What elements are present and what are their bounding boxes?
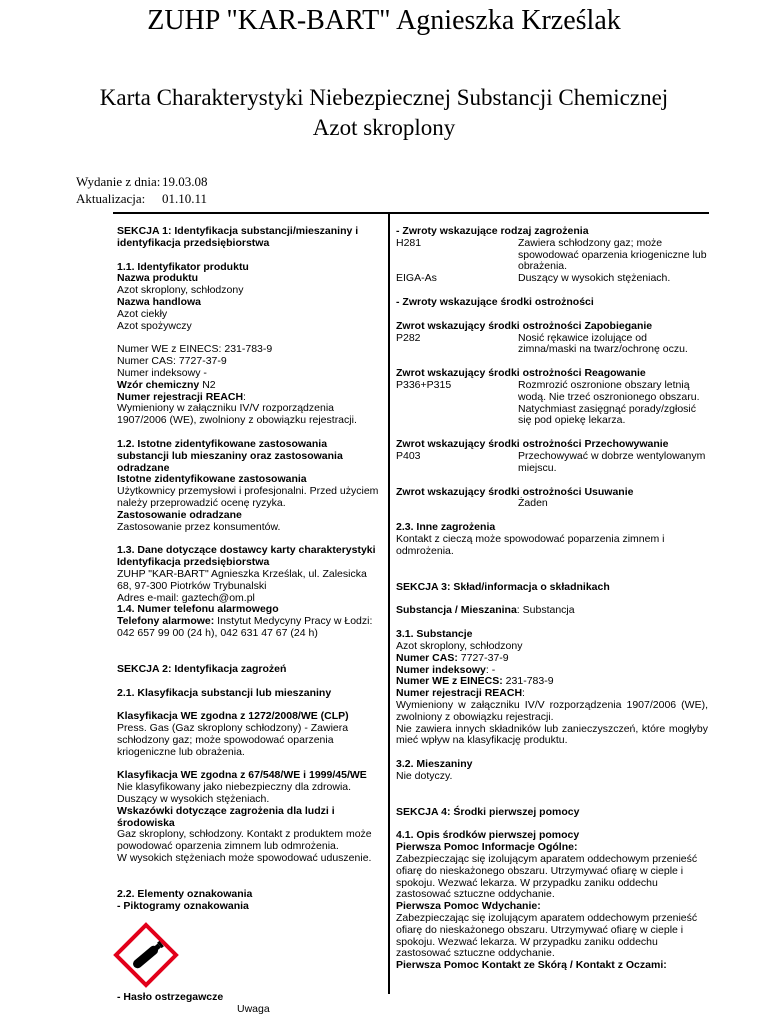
signal-word-row <box>117 992 379 1016</box>
email: Adres e-mail: gaztech@om.pl <box>117 591 255 604</box>
signal-word: Uwaga <box>237 1003 270 1016</box>
h281-text: Zawiera schłodzony gaz; może spowodować oparzenia kriogeniczne lub obrażenia. <box>518 236 707 273</box>
subsection-1-1-title: 1.1. Identyfikator produktu <box>117 260 249 273</box>
first-aid-general-label: Pierwsza Pomoc Informacje Ogólne: <box>396 841 578 854</box>
uses-label: Istotne zidentyfikowane zastosowania <box>117 473 307 486</box>
trade-name-label: Nazwa handlowa <box>117 295 202 308</box>
substance-name: Azot skroplony, schłodzony <box>396 639 523 652</box>
index-value: : - <box>485 663 496 676</box>
hazard-hint-text: Gaz skroplony, schłodzony. Kontakt z produktem może powodować oparzenia zimnem lub odmrożenia. <box>117 828 372 853</box>
p336-text: Rozmrozić oszronione obszary letnią wodą. Nie trzeć oszronionego obszaru. Natychmiast zasięgnąć porady/zgłosić się pod opiekę lekarza. <box>518 378 700 427</box>
cas-value: 7727-37-9 <box>457 651 509 664</box>
supplier-label: Identyfikacja przedsiębiorstwa <box>117 556 270 569</box>
signal-word-label: - Hasło ostrzegawcze <box>117 991 224 1004</box>
reach-label-right: Numer rejestracji REACH <box>396 687 523 700</box>
product-name: Azot skroplony, schłodzony <box>117 284 244 297</box>
subsection-1-3-title: 1.3. Dane dotyczące dostawcy karty charakterystyki <box>117 544 376 557</box>
emergency-label: Telefony alarmowe: <box>117 615 215 628</box>
subsection-3-2-text: Nie dotyczy. <box>396 769 453 782</box>
pictograms-label: - Piktogramy oznakowania <box>117 899 249 912</box>
document-subtitle: Azot skroplony <box>312 115 456 140</box>
formula-value: N2 <box>199 378 216 391</box>
update-date: 01.10.11 <box>162 191 208 206</box>
reach-text: Wymieniony w załączniku IV/V rozporządzenia 1907/2006 (WE), zwolniony z obowiązku rejestracji. <box>117 402 357 427</box>
prevention-title: Zwrot wskazujący środki ostrożności Zapobieganie <box>396 319 653 332</box>
section-2-title: SEKCJA 2: Identyfikacja zagrożeń <box>117 662 287 675</box>
clp-text: Press. Gas (Gaz skroplony schłodzony) - Zawiera schłodzony gaz; może spowodować oparzenia kriogeniczne lub obrażenia. <box>117 722 349 758</box>
header-rule <box>113 212 709 214</box>
subsection-1-2-title: 1.2. Istotne zidentyfikowane zastosowania substancji lub mieszaniny oraz zastosowania odradzane <box>117 437 343 474</box>
subsection-2-1-title: 2.1. Klasyfikacja substancji lub mieszaniny <box>117 686 332 699</box>
precaution-statements-title: - Zwroty wskazujące środki ostrożności <box>396 295 594 308</box>
hazard-hint-label: Wskazówki dotyczące zagrożenia dla ludzi i środowiska <box>117 804 335 829</box>
subsection-1-4-title: 1.4. Numer telefonu alarmowego <box>117 603 279 616</box>
subsection-2-2-title: 2.2. Elementy oznakowania <box>117 887 253 900</box>
p403-row <box>396 451 708 475</box>
substance-line <box>396 605 708 617</box>
p282-text: Nosić rękawice izolujące od zimna/maski na twarz/ochronę oczu. <box>518 331 688 356</box>
first-aid-contact-label: Pierwsza Pomoc Kontakt ze Skórą / Kontakt z Oczami: <box>396 959 667 972</box>
section-3-title: SEKCJA 3: Skład/informacja o składnikach <box>396 580 610 593</box>
p403-text: Przechowywać w dobrze wentylowanym miejscu. <box>518 449 706 474</box>
reach-text-right: Wymieniony w załączniku IV/V rozporządzenia 1907/2006 (WE), zwolniony z obowiązku rejestracji. <box>396 698 708 723</box>
update-date-label: Aktualizacja: <box>76 191 146 206</box>
reach-colon-right: : <box>522 687 525 700</box>
eiga-text: Duszący w wysokich stężeniach. <box>518 272 671 285</box>
company-name: ZUHP "KAR-BART" Agnieszka Krześlak <box>147 5 621 36</box>
ec-value: 231-783-9 <box>502 675 554 688</box>
response-title: Zwrot wskazujący środki ostrożności Reagowanie <box>396 367 646 380</box>
first-aid-general-text: Zabezpieczając się izolującym aparatem oddechowym przenieść ofiarę do nieskażonego obszaru. Utrzymywać ofiarę w cieple i spokoju. Wezwać lekarza. W przypadku zaniku oddechu zastosować sztuczne oddychanie. <box>396 853 698 901</box>
issue-date-line <box>76 174 208 190</box>
dsd-line-1: Nie klasyfikowany jako niebezpieczny dla zdrowia. <box>117 781 352 794</box>
gas-cylinder-icon <box>113 922 179 988</box>
eiga-row <box>396 273 708 285</box>
emergency-line <box>117 616 379 640</box>
right-column <box>396 226 708 972</box>
index-label: Numer indeksowy <box>396 663 486 676</box>
disposal-title: Zwrot wskazujący środki ostrożności Usuwanie <box>396 485 634 498</box>
supplier-text: ZUHP "KAR-BART" Agnieszka Krześlak, ul. Zalesicka 68, 97-300 Piotrków Trybunalski <box>117 567 367 592</box>
uses-text: Użytkownicy przemysłowi i profesjonalni. Przed użyciem należy przeprowadzić ocenę ryzyka. <box>117 485 379 509</box>
trade-name-2: Azot spożywczy <box>117 319 192 332</box>
product-name-label: Nazwa produktu <box>117 272 199 285</box>
update-date-line <box>76 191 207 207</box>
subsection-3-1-title: 3.1. Substancje <box>396 628 473 641</box>
column-divider <box>388 214 390 994</box>
reach-colon: : <box>243 390 246 403</box>
hazard-statements-title: - Zwroty wskazujące rodzaj zagrożenia <box>396 225 589 237</box>
advised-against-label: Zastosowanie odradzane <box>117 508 242 521</box>
disposal-text: Żaden <box>518 497 548 510</box>
ec-label: Numer WE z EINECS: <box>396 675 503 688</box>
issue-date: 19.03.08 <box>162 174 208 189</box>
trade-name-1: Azot ciekły <box>117 307 168 320</box>
first-aid-inhalation-label: Pierwsza Pomoc Wdychanie: <box>396 900 541 913</box>
index-number: Numer indeksowy - <box>117 366 207 379</box>
p282-code: P282 <box>396 331 421 344</box>
left-column <box>117 226 379 1016</box>
substance-value: : Substancja <box>516 604 575 617</box>
disposal-row <box>396 498 708 510</box>
no-impurities-text: Nie zawiera innych składników lub zanieczyszczeń, które mogłyby mieć wpływ na klasyfikację produktu. <box>396 722 708 747</box>
advised-against-text: Zastosowanie przez konsumentów. <box>117 520 281 533</box>
subsection-3-2-title: 3.2. Mieszaniny <box>396 758 473 771</box>
emergency-text: Instytut Medycyny Pracy w Łodzi: 042 657 99 00 (24 h), 042 631 47 67 (24 h) <box>117 615 373 639</box>
dsd-line-2: Duszący w wysokich stężeniach. <box>117 793 270 806</box>
eiga-code: EIGA-As <box>396 272 437 285</box>
clp-label: Klasyfikacja WE zgodna z 1272/2008/WE (CLP) <box>117 710 349 723</box>
h281-code: H281 <box>396 236 422 249</box>
p336-code: P336+P315 <box>396 378 452 391</box>
cas-label: Numer CAS: <box>396 651 458 664</box>
reach-label: Numer rejestracji REACH <box>117 390 244 403</box>
substance-label: Substancja / Mieszanina <box>396 604 517 617</box>
p282-row <box>396 333 708 357</box>
h281-row <box>396 238 708 273</box>
formula-label: Wzór chemiczny <box>117 378 200 391</box>
issue-date-label: Wydanie z dnia: <box>76 174 161 189</box>
subsection-2-3-title: 2.3. Inne zagrożenia <box>396 521 496 534</box>
hazard-hint-text-2: W wysokich stężeniach może spowodować uduszenie. <box>117 852 372 865</box>
cas-number: Numer CAS: 7727-37-9 <box>117 355 227 368</box>
section-4-title: SEKCJA 4: Środki pierwszej pomocy <box>396 805 580 818</box>
p336-row <box>396 380 708 427</box>
dsd-label: Klasyfikacja WE zgodna z 67/548/WE i 1999/45/WE <box>117 769 367 782</box>
subsection-2-3-text: Kontakt z cieczą może spowodować poparzenia zimnem i odmrożenia. <box>396 532 665 557</box>
first-aid-inhalation-text: Zabezpieczając się izolującym aparatem oddechowym przenieść ofiarę do nieskażonego obszaru. Utrzymywać ofiarę w cieple i spokoju. Wezwać lekarza. W przypadku zaniku oddechu zastosować sztuczne oddychanie. <box>396 912 698 960</box>
ec-number: Numer WE z EINECS: 231-783-9 <box>117 343 273 356</box>
storage-title: Zwrot wskazujący środki ostrożności Przechowywanie <box>396 438 669 451</box>
section-1-title: SEKCJA 1: Identyfikacja substancji/mieszaniny i identyfikacja przedsiębiorstwa <box>117 225 359 249</box>
subsection-4-1-title: 4.1. Opis środków pierwszej pomocy <box>396 829 580 842</box>
document-title: Karta Charakterystyki Niebezpiecznej Substancji Chemicznej <box>99 85 669 110</box>
p403-code: P403 <box>396 449 421 462</box>
